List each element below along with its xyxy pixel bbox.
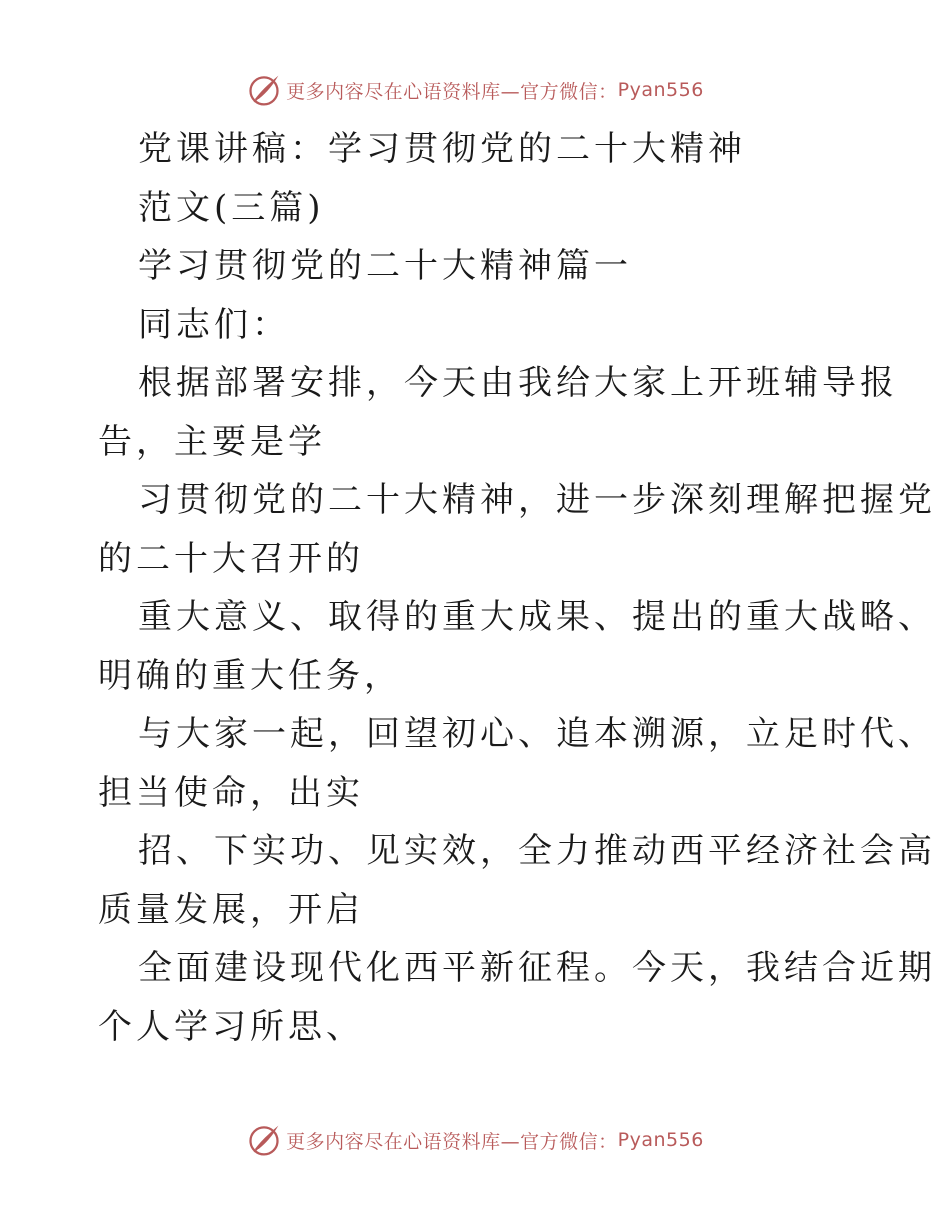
wechat-id: Pyan556 — [617, 1129, 704, 1151]
banner-text: 更多内容尽在心语资料库—官方微信： — [286, 1130, 618, 1153]
doc-subtitle: 范文(三篇) — [138, 187, 325, 228]
paragraph-line: 质量发展，开启 — [98, 889, 364, 930]
banner-text: 更多内容尽在心语资料库—官方微信： — [286, 80, 618, 103]
paragraph-line: 告，主要是学 — [98, 421, 326, 462]
paragraph-line: 根据部署安排，今天由我给大家上开班辅导报 — [138, 363, 898, 403]
paragraph-line: 担当使命，出实 — [98, 772, 364, 813]
paragraph-line: 重大意义、取得的重大成果、提出的重大战略、 — [138, 597, 936, 637]
wechat-id: Pyan556 — [617, 79, 704, 101]
document-body — [98, 120, 936, 1056]
paragraph-line: 与大家一起，回望初心、追本溯源，立足时代、 — [138, 714, 936, 754]
section-heading: 学习贯彻党的二十大精神篇一 — [138, 246, 632, 286]
paragraph-line: 全面建设现代化西平新征程。今天，我结合近期 — [138, 948, 936, 988]
header-banner — [0, 70, 950, 110]
paragraph-line: 明确的重大任务， — [98, 655, 402, 696]
quill-pen-logo-icon — [246, 72, 282, 108]
salutation: 同志们： — [138, 304, 290, 345]
paragraph-line: 招、下实功、见实效，全力推动西平经济社会高 — [138, 831, 936, 871]
paragraph-line: 的二十大召开的 — [98, 538, 364, 579]
footer-banner — [0, 1120, 950, 1160]
doc-title: 党课讲稿：学习贯彻党的二十大精神 — [138, 129, 746, 169]
quill-pen-logo-icon — [246, 1122, 282, 1158]
paragraph-line: 习贯彻党的二十大精神，进一步深刻理解把握党 — [138, 480, 936, 520]
paragraph-line: 个人学习所思、 — [98, 1006, 364, 1047]
